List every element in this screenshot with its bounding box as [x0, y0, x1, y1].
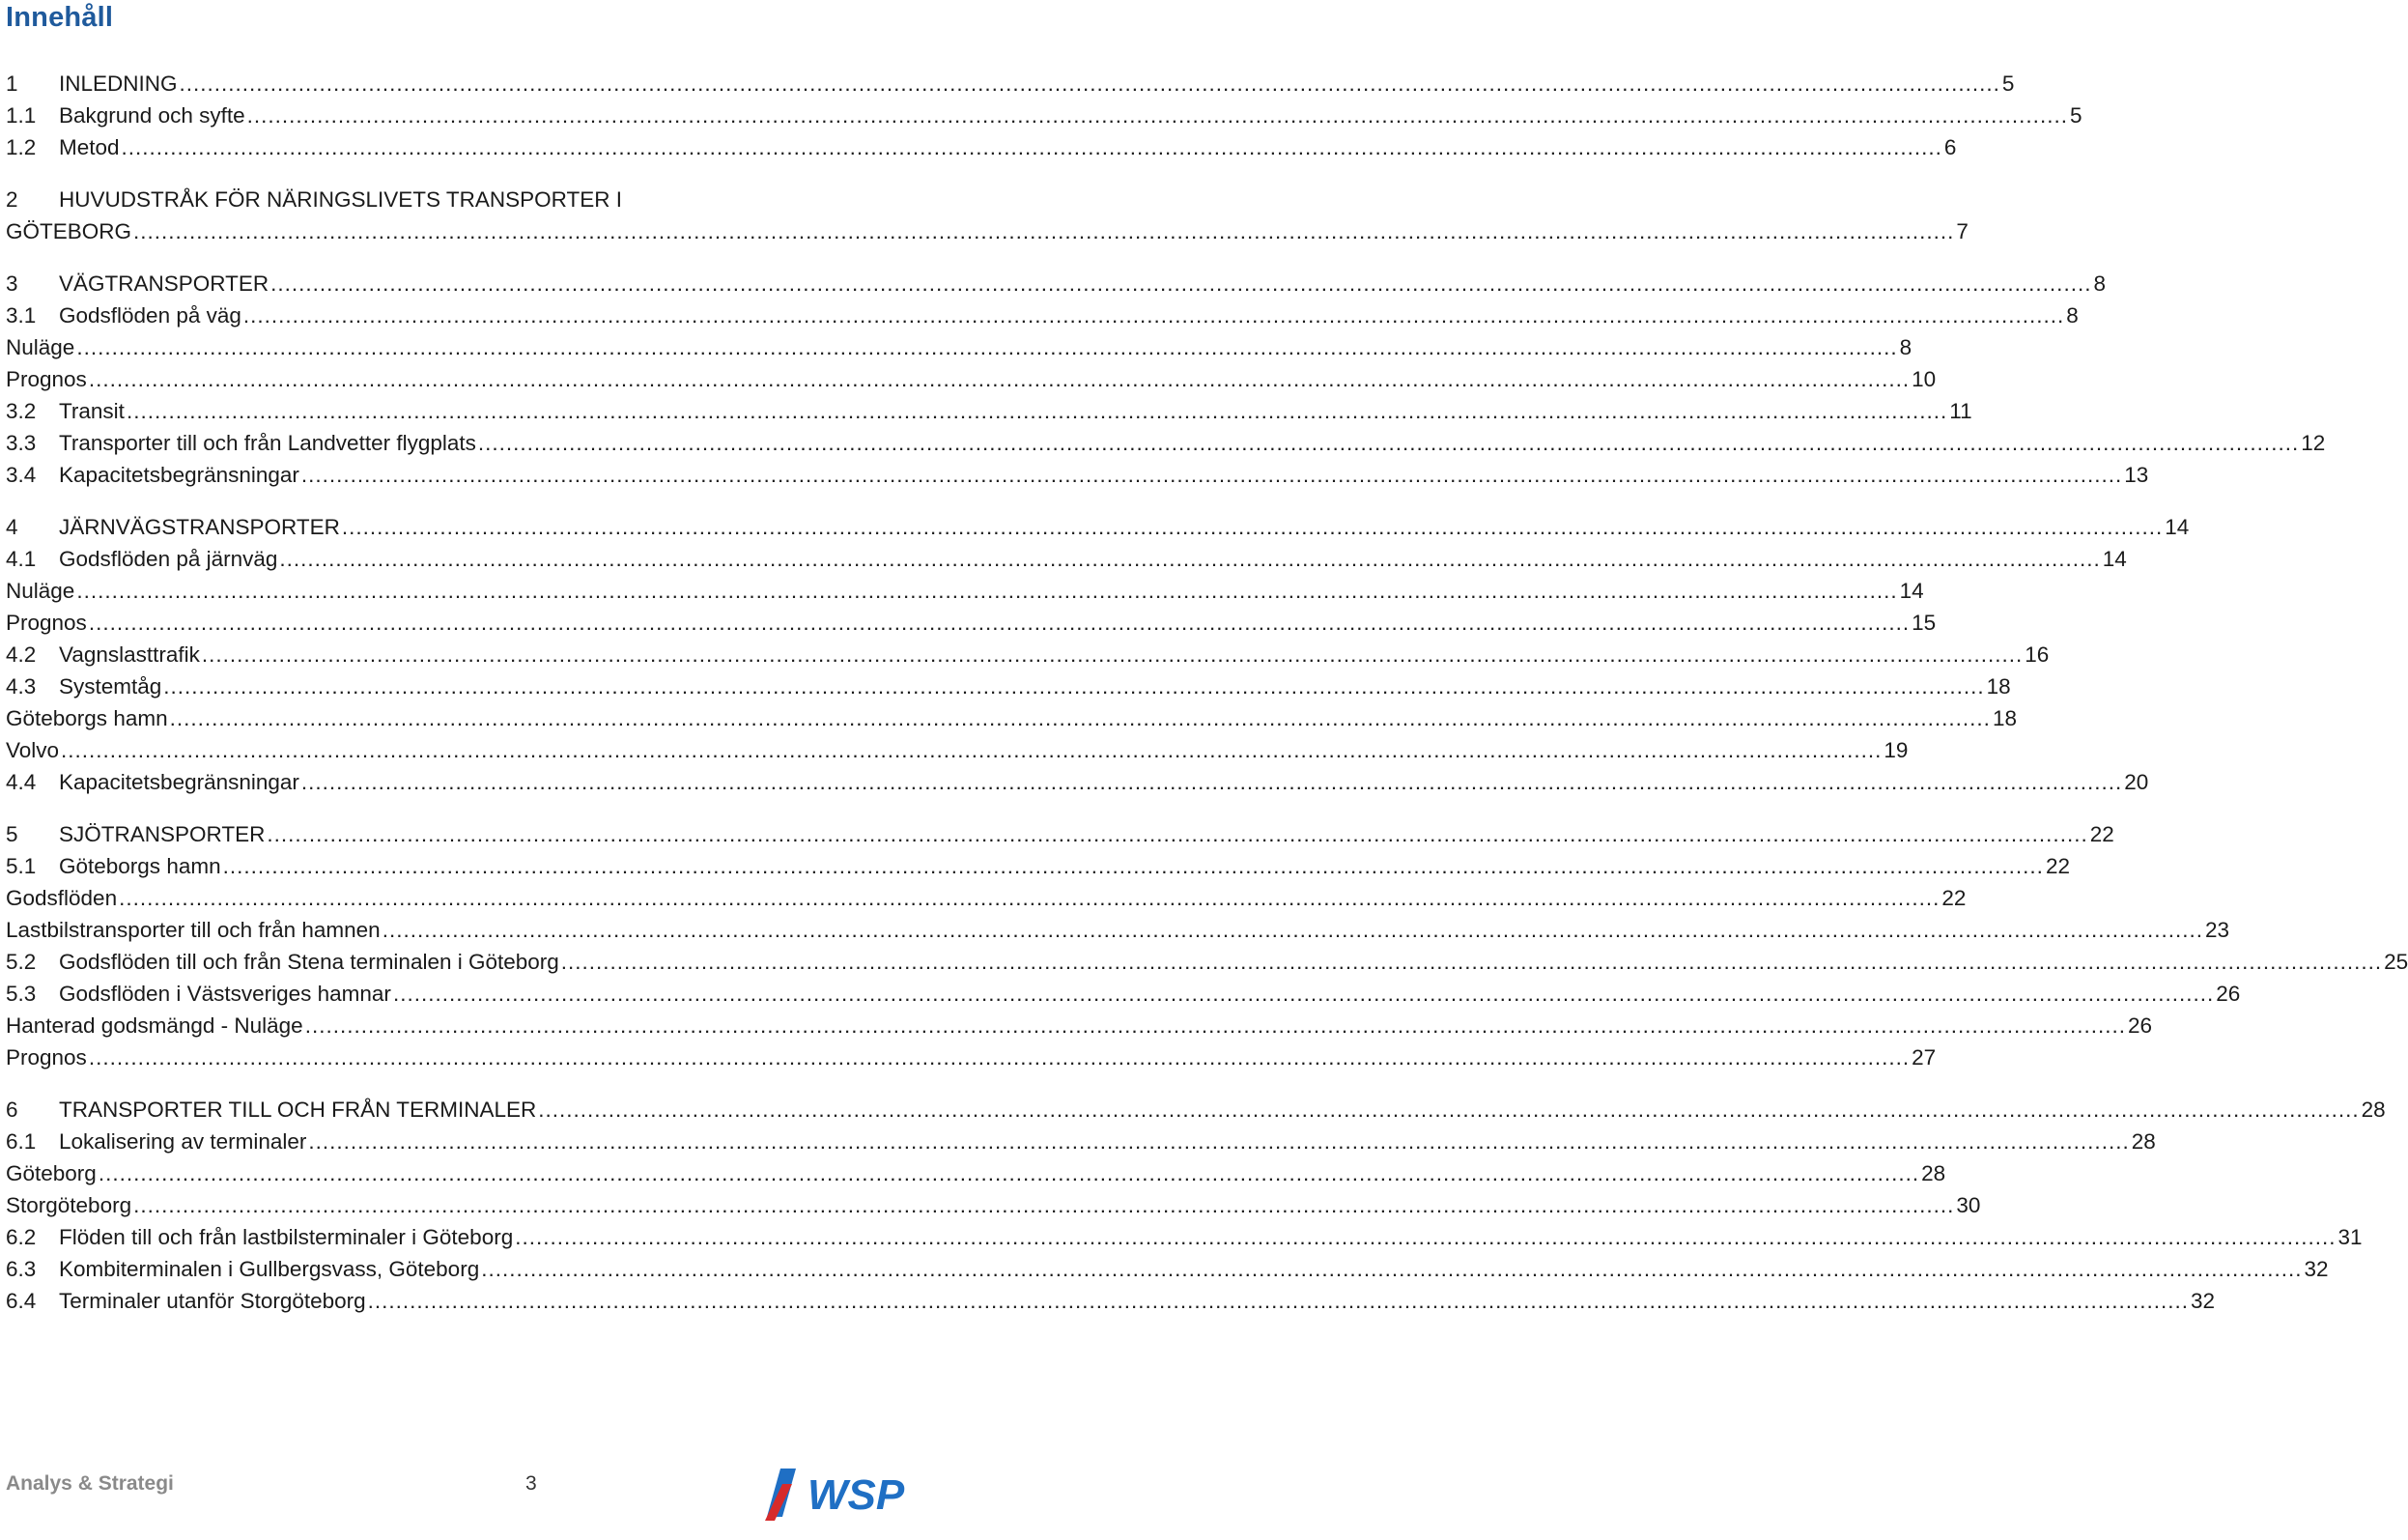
- toc-entry-label: Hanterad godsmängd - Nuläge: [6, 1013, 303, 1038]
- toc-entry-page: 26: [2128, 1013, 2153, 1038]
- toc-entry[interactable]: [6, 1010, 2153, 1041]
- toc-dot-leader: [202, 639, 2023, 670]
- toc-entry[interactable]: [6, 818, 2114, 850]
- toc-entry[interactable]: [6, 511, 2190, 543]
- toc-dot-leader: [89, 607, 1910, 639]
- toc-entry[interactable]: [6, 1157, 1946, 1189]
- toc-entry[interactable]: [6, 766, 2149, 798]
- toc-dot-leader: [99, 1157, 1919, 1189]
- toc-entry-label: INLEDNING: [59, 71, 178, 96]
- toc-entry[interactable]: [6, 1041, 1937, 1073]
- toc-entry-label: Vagnslasttrafik: [59, 642, 200, 667]
- toc-entry-page: 18: [1992, 706, 2017, 730]
- toc-dot-leader: [76, 331, 1897, 363]
- footer-page-number: 3: [525, 1472, 537, 1495]
- toc-dot-leader: [267, 818, 2087, 850]
- toc-entry-page: 6: [1943, 135, 1957, 159]
- toc-dot-leader: [368, 1285, 2189, 1317]
- toc-entry[interactable]: [6, 575, 1924, 607]
- toc-entry[interactable]: [6, 1253, 2329, 1285]
- toc-entry-number: 2: [6, 187, 18, 212]
- toc-dot-leader: [243, 299, 2064, 331]
- toc-entry-page: 13: [2124, 463, 2149, 487]
- toc-entry-label: Kapacitetsbegränsningar: [59, 770, 299, 794]
- toc-entry-label: TRANSPORTER TILL OCH FRÅN TERMINALER: [59, 1098, 537, 1122]
- toc-entry-number: 4.1: [6, 547, 37, 571]
- toc-entry-number: 1.1: [6, 103, 37, 128]
- toc-entry-label: Nuläge: [6, 335, 75, 359]
- toc-dot-leader: [119, 882, 1940, 914]
- toc-dot-leader: [89, 363, 1910, 395]
- toc-entry-page: 28: [2131, 1129, 2156, 1154]
- toc-entry-number: 3.3: [6, 431, 37, 455]
- toc-dot-leader: [538, 1094, 2359, 1126]
- toc-entry[interactable]: [6, 914, 2230, 946]
- footer-company-division: Analys & Strategi: [6, 1472, 174, 1495]
- toc-entry-number: 5.3: [6, 982, 37, 1006]
- toc-dot-leader: [127, 395, 1947, 427]
- toc-entry-page: 31: [2337, 1225, 2363, 1249]
- table-of-contents: [6, 68, 2408, 1317]
- toc-entry-page: 28: [2361, 1098, 2386, 1122]
- toc-entry-page: 14: [2165, 515, 2190, 539]
- toc-entry[interactable]: [6, 363, 1937, 395]
- toc-dot-leader: [382, 914, 2203, 946]
- toc-dot-leader: [133, 215, 1954, 247]
- toc-entry-number: 3.4: [6, 463, 37, 487]
- toc-entry-page: 20: [2124, 770, 2149, 794]
- toc-entry[interactable]: [6, 131, 1957, 163]
- toc-entry[interactable]: [6, 734, 1909, 766]
- toc-dot-leader: [305, 1010, 2126, 1041]
- toc-entry-page: 22: [2089, 822, 2114, 846]
- toc-entry-label: Transporter till och från Landvetter flygplats: [59, 431, 476, 455]
- toc-entry-label: Godsflöden på järnväg: [59, 547, 278, 571]
- toc-entry-label: Storgöteborg: [6, 1193, 132, 1217]
- toc-entry[interactable]: [6, 1189, 1981, 1221]
- toc-entry-page: 32: [2304, 1257, 2329, 1281]
- toc-entry-page: 5: [2001, 71, 2015, 96]
- toc-entry-label: Godsflöden till och från Stena terminalen i Göteborg: [59, 950, 559, 974]
- toc-entry-label: Transit: [59, 399, 125, 423]
- toc-entry-label: Metod: [59, 135, 120, 159]
- toc-entry-page: 27: [1912, 1045, 1937, 1069]
- toc-entry-number: 4: [6, 515, 18, 539]
- toc-entry-page: 8: [2093, 271, 2106, 296]
- toc-entry-page: 8: [2066, 303, 2079, 328]
- toc-entry-number: 1: [6, 71, 18, 96]
- toc-entry[interactable]: [6, 184, 1969, 247]
- toc-entry-page: 25: [2384, 950, 2408, 974]
- toc-entry-label: Prognos: [6, 611, 87, 635]
- toc-entry-label: Godsflöden på väg: [59, 303, 241, 328]
- toc-entry-label: JÄRNVÄGSTRANSPORTER: [59, 515, 340, 539]
- toc-dot-leader: [270, 268, 2091, 299]
- toc-entry[interactable]: [6, 946, 2408, 978]
- toc-entry-label: Prognos: [6, 367, 87, 391]
- toc-entry-page: 32: [2191, 1289, 2216, 1313]
- toc-entry-page: 30: [1956, 1193, 1981, 1217]
- toc-entry-label: Kapacitetsbegränsningar: [59, 463, 299, 487]
- toc-entry-page: 7: [1956, 219, 1969, 243]
- toc-entry-page: 23: [2205, 918, 2230, 942]
- toc-entry-label: Godsflöden: [6, 886, 118, 910]
- toc-entry-page: 14: [2102, 547, 2127, 571]
- toc-dot-leader: [393, 978, 2214, 1010]
- toc-entry-number: 3.2: [6, 399, 37, 423]
- toc-entry-label: SJÖTRANSPORTER: [59, 822, 266, 846]
- toc-dot-leader: [478, 427, 2299, 459]
- toc-entry-label: Nuläge: [6, 579, 75, 603]
- toc-dot-leader: [133, 1189, 1954, 1221]
- toc-dot-leader: [342, 511, 2163, 543]
- toc-entry[interactable]: [6, 268, 2106, 299]
- toc-dot-leader: [561, 946, 2382, 978]
- toc-entry[interactable]: [6, 882, 1967, 914]
- toc-entry-number: 3: [6, 271, 18, 296]
- toc-entry-label: Göteborgs hamn: [59, 854, 221, 878]
- toc-entry[interactable]: [6, 702, 2017, 734]
- toc-entry-label: VÄGTRANSPORTER: [59, 271, 269, 296]
- toc-dot-leader: [301, 766, 2122, 798]
- toc-entry-label: Systemtåg: [59, 674, 162, 699]
- toc-dot-leader: [301, 459, 2122, 491]
- toc-entry-label: Lokalisering av terminaler: [59, 1129, 307, 1154]
- toc-entry-number: 6.4: [6, 1289, 37, 1313]
- toc-entry[interactable]: [6, 670, 2011, 702]
- toc-entry[interactable]: [6, 1285, 2216, 1317]
- toc-entry-page: 28: [1921, 1161, 1946, 1185]
- toc-dot-leader: [61, 734, 1882, 766]
- logo-text: WSP: [807, 1471, 905, 1519]
- toc-entry[interactable]: [6, 395, 1972, 427]
- toc-entry-page: 10: [1912, 367, 1937, 391]
- toc-entry-number: 6: [6, 1098, 18, 1122]
- toc-entry[interactable]: [6, 331, 1912, 363]
- toc-entry[interactable]: [6, 100, 2082, 131]
- toc-entry-label: Godsflöden i Västsveriges hamnar: [59, 982, 391, 1006]
- toc-dot-leader: [163, 670, 1984, 702]
- toc-entry-label: Flöden till och från lastbilsterminaler i Göteborg: [59, 1225, 514, 1249]
- toc-dot-leader: [170, 702, 1991, 734]
- toc-entry-page: 22: [2045, 854, 2070, 878]
- toc-entry-label: Göteborgs hamn: [6, 706, 168, 730]
- toc-entry[interactable]: [6, 299, 2079, 331]
- toc-entry[interactable]: [6, 427, 2326, 459]
- toc-dot-leader: [180, 68, 2000, 100]
- toc-entry-page: 15: [1912, 611, 1937, 635]
- toc-dot-leader: [122, 131, 1942, 163]
- toc-entry-number: 4.2: [6, 642, 37, 667]
- toc-dot-leader: [247, 100, 2068, 131]
- toc-entry-page: 14: [1899, 579, 1924, 603]
- toc-entry-page: 16: [2025, 642, 2050, 667]
- toc-entry-label: Lastbilstransporter till och från hamnen: [6, 918, 381, 942]
- toc-entry-number: 4.3: [6, 674, 37, 699]
- toc-entry-label-continued: GÖTEBORG: [6, 219, 132, 243]
- toc-entry-number: 6.2: [6, 1225, 37, 1249]
- toc-entry[interactable]: [6, 1094, 2386, 1126]
- toc-dot-leader: [223, 850, 2044, 882]
- toc-entry-label: Prognos: [6, 1045, 87, 1069]
- toc-entry-number: 6.1: [6, 1129, 37, 1154]
- toc-entry[interactable]: [6, 68, 2015, 100]
- toc-entry-page: 26: [2216, 982, 2241, 1006]
- toc-entry-number: 5.1: [6, 854, 37, 878]
- toc-dot-leader: [76, 575, 1897, 607]
- toc-entry-number: 5.2: [6, 950, 37, 974]
- toc-entry-number: 4.4: [6, 770, 37, 794]
- toc-entry[interactable]: [6, 543, 2127, 575]
- toc-entry-page: 18: [1986, 674, 2011, 699]
- toc-entry[interactable]: [6, 1221, 2363, 1253]
- toc-entry-page: 19: [1884, 738, 1909, 762]
- toc-dot-leader: [481, 1253, 2302, 1285]
- page-title: Innehåll: [6, 2, 114, 33]
- toc-entry[interactable]: [6, 459, 2149, 491]
- toc-entry-label: Bakgrund och syfte: [59, 103, 245, 128]
- toc-dot-leader: [308, 1126, 2129, 1157]
- wsp-logo: [763, 1465, 910, 1521]
- toc-entry-number: 3.1: [6, 303, 37, 328]
- toc-entry-label: Terminaler utanför Storgöteborg: [59, 1289, 366, 1313]
- toc-dot-leader: [89, 1041, 1910, 1073]
- toc-entry[interactable]: [6, 639, 2050, 670]
- toc-entry-number: 1.2: [6, 135, 37, 159]
- toc-entry[interactable]: [6, 607, 1937, 639]
- toc-entry[interactable]: [6, 978, 2241, 1010]
- toc-entry-label: Göteborg: [6, 1161, 97, 1185]
- toc-dot-leader: [515, 1221, 2336, 1253]
- toc-entry-page: 8: [1899, 335, 1912, 359]
- toc-dot-leader: [279, 543, 2100, 575]
- toc-entry-page: 5: [2069, 103, 2082, 128]
- toc-entry-page: 22: [1941, 886, 1967, 910]
- toc-entry[interactable]: [6, 850, 2070, 882]
- toc-entry-number: 6.3: [6, 1257, 37, 1281]
- toc-entry-label: Kombiterminalen i Gullbergsvass, Göteborg: [59, 1257, 480, 1281]
- toc-entry-label: HUVUDSTRÅK FÖR NÄRINGSLIVETS TRANSPORTER I: [59, 187, 623, 212]
- toc-entry-page: 11: [1949, 399, 1972, 423]
- toc-entry-label: Volvo: [6, 738, 60, 762]
- toc-entry-page: 12: [2301, 431, 2326, 455]
- toc-entry[interactable]: [6, 1126, 2156, 1157]
- toc-entry-number: 5: [6, 822, 18, 846]
